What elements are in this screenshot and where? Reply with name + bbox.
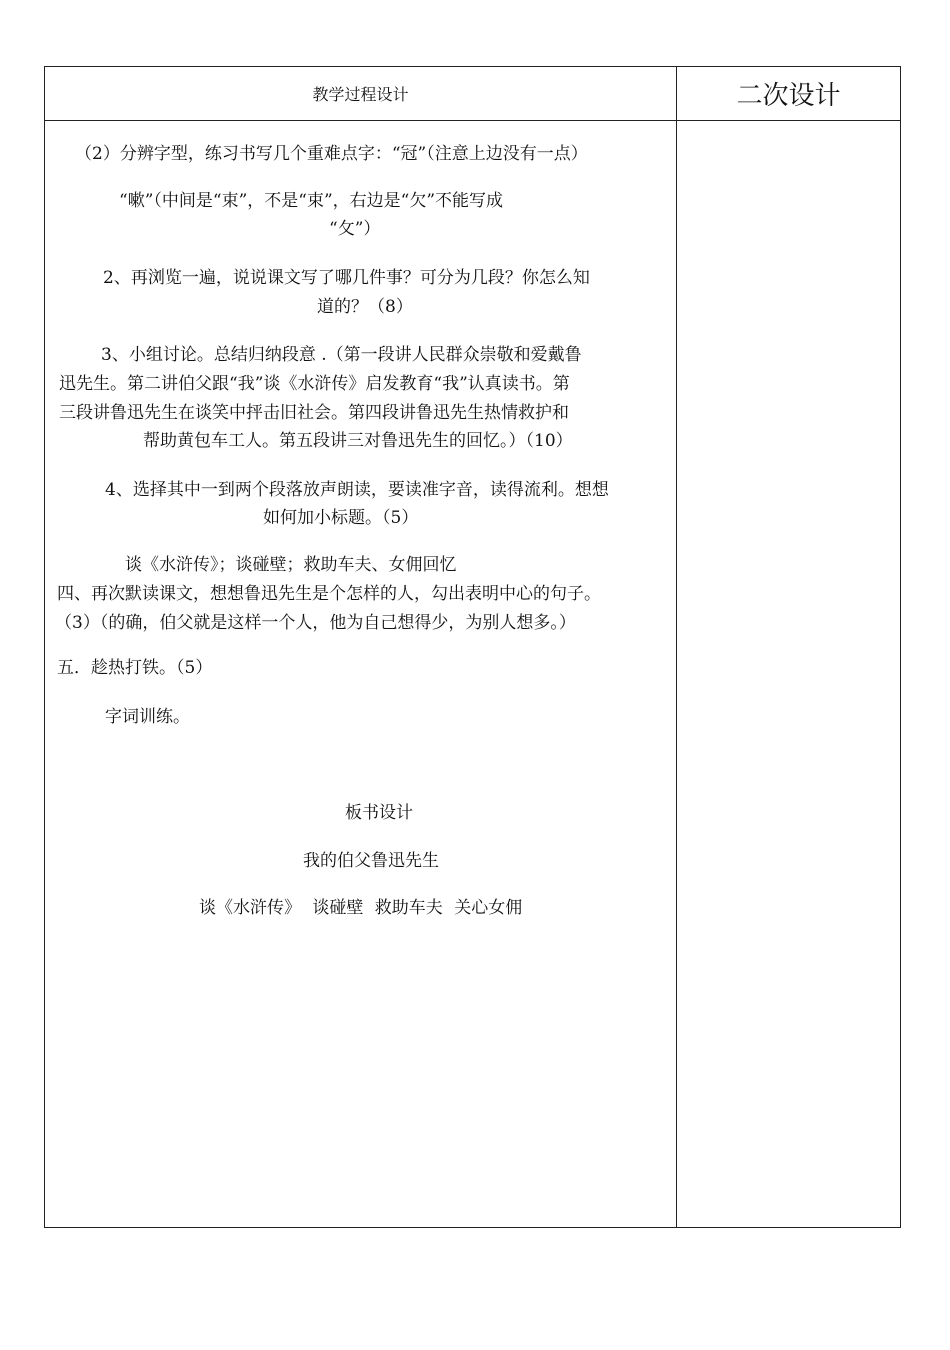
board-design-items: 谈《水浒传》 谈碰壁 救助车夫 关心女佣 [199, 898, 523, 918]
word-training: 字词训练。 [105, 707, 190, 727]
step-3-discussion-line-3: 三段讲鲁迅先生在谈笑中抨击旧社会。第四段讲鲁迅先生热情救护和 [59, 403, 569, 423]
teaching-process-header: 教学过程设计 [312, 85, 409, 104]
step-2-browse-line-2: 道的？（8） [317, 297, 413, 317]
step-2-distinguish-glyphs: （2）分辨字型，练习书写几个重难点字：“冠”（注意上边没有一点） [75, 144, 588, 164]
step-3-discussion-line-4: 帮助黄包车工人。第五段讲三对鲁迅先生的回忆。）（10） [143, 431, 573, 451]
lesson-plan-table [44, 66, 901, 1228]
step-3-discussion-line-2: 迅先生。第二讲伯父跟“我”谈《水浒传》启发教育“我”认真读书。第 [59, 374, 570, 394]
second-design-header: 二次设计 [736, 81, 841, 111]
subtitle-summary: 谈《水浒传》；谈碰壁；救助车夫、女佣回忆 [125, 555, 457, 575]
glyph-note-line-1: “嗽”（中间是“束”，不是“束”，右边是“欠”不能写成 [119, 191, 504, 211]
board-design-subtitle: 我的伯父鲁迅先生 [303, 851, 439, 871]
step-3-discussion-line-1: 3、小组讨论。总结归纳段意 .（第一段讲人民群众崇敬和爱戴鲁 [101, 345, 582, 365]
part-4-reread-line-2: （3）（的确，伯父就是这样一个人，他为自己想得少，为别人想多。） [55, 613, 576, 633]
column-divider [676, 67, 677, 1227]
step-4-reading-line-1: 4、选择其中一到两个段落放声朗读，要读准字音，读得流利。想想 [105, 480, 609, 500]
header-divider [45, 120, 900, 121]
step-4-reading-line-2: 如何加小标题。（5） [263, 508, 419, 528]
step-2-browse-line-1: 2、再浏览一遍，说说课文写了哪几件事？可分为几段？你怎么知 [103, 268, 590, 288]
part-5-practice: 五．趁热打铁。（5） [57, 658, 213, 678]
part-4-reread-line-1: 四、再次默读课文，想想鲁迅先生是个怎样的人，勾出表明中心的句子。 [57, 584, 601, 604]
board-design-title: 板书设计 [345, 803, 413, 823]
glyph-note-line-2: “攵”） [329, 219, 381, 239]
